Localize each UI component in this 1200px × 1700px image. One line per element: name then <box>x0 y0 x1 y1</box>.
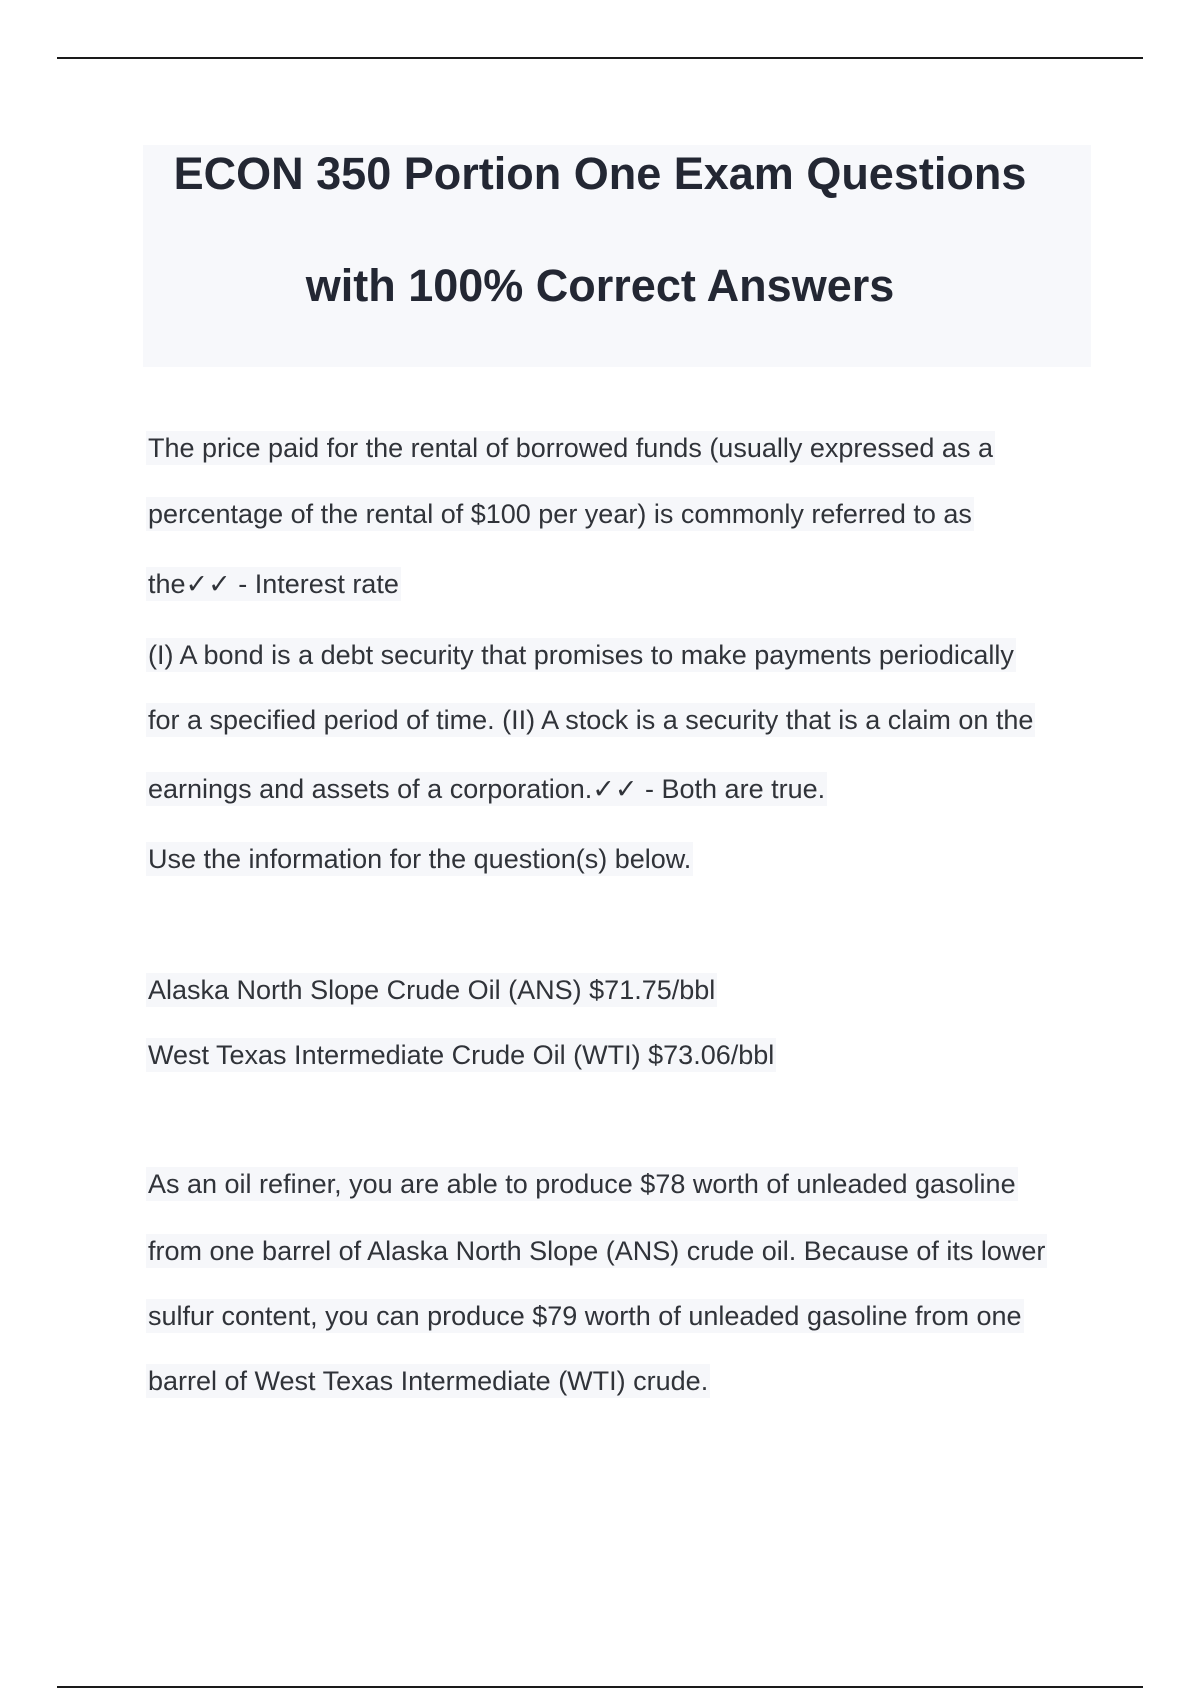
footer-rule <box>57 1686 1143 1688</box>
question-2-answer-line: earnings and assets of a corporation.✓✓ - Both are true. <box>148 774 826 804</box>
info-intro-line: Use the information for the question(s) below. <box>148 844 692 874</box>
wti-price-line: West Texas Intermediate Crude Oil (WTI) $73.06/bbl <box>148 1040 775 1070</box>
ans-price-line: Alaska North Slope Crude Oil (ANS) $71.75/bbl <box>148 975 716 1005</box>
refiner-text-line-2: from one barrel of Alaska North Slope (ANS) crude oil. Because of its lower <box>148 1236 1046 1266</box>
question-1-text-line-1: The price paid for the rental of borrowed funds (usually expressed as a <box>148 433 993 463</box>
question-1-answer-line: the✓✓ - Interest rate <box>148 569 399 599</box>
document-title-line-1: ECON 350 Portion One Exam Questions <box>173 148 1027 199</box>
question-2-text-line-2: for a specified period of time. (II) A stock is a security that is a claim on the <box>148 705 1034 735</box>
header-rule <box>57 57 1143 59</box>
refiner-text-line-3: sulfur content, you can produce $79 worth of unleaded gasoline from one <box>148 1301 1022 1331</box>
refiner-text-line-1: As an oil refiner, you are able to produce $78 worth of unleaded gasoline <box>148 1169 1016 1199</box>
question-1-text-line-2: percentage of the rental of $100 per year) is commonly referred to as <box>148 499 972 529</box>
question-2-text-line-1: (I) A bond is a debt security that promises to make payments periodically <box>148 640 1014 670</box>
refiner-text-line-4: barrel of West Texas Intermediate (WTI) crude. <box>148 1366 709 1396</box>
document-title-line-2: with 100% Correct Answers <box>305 260 895 311</box>
